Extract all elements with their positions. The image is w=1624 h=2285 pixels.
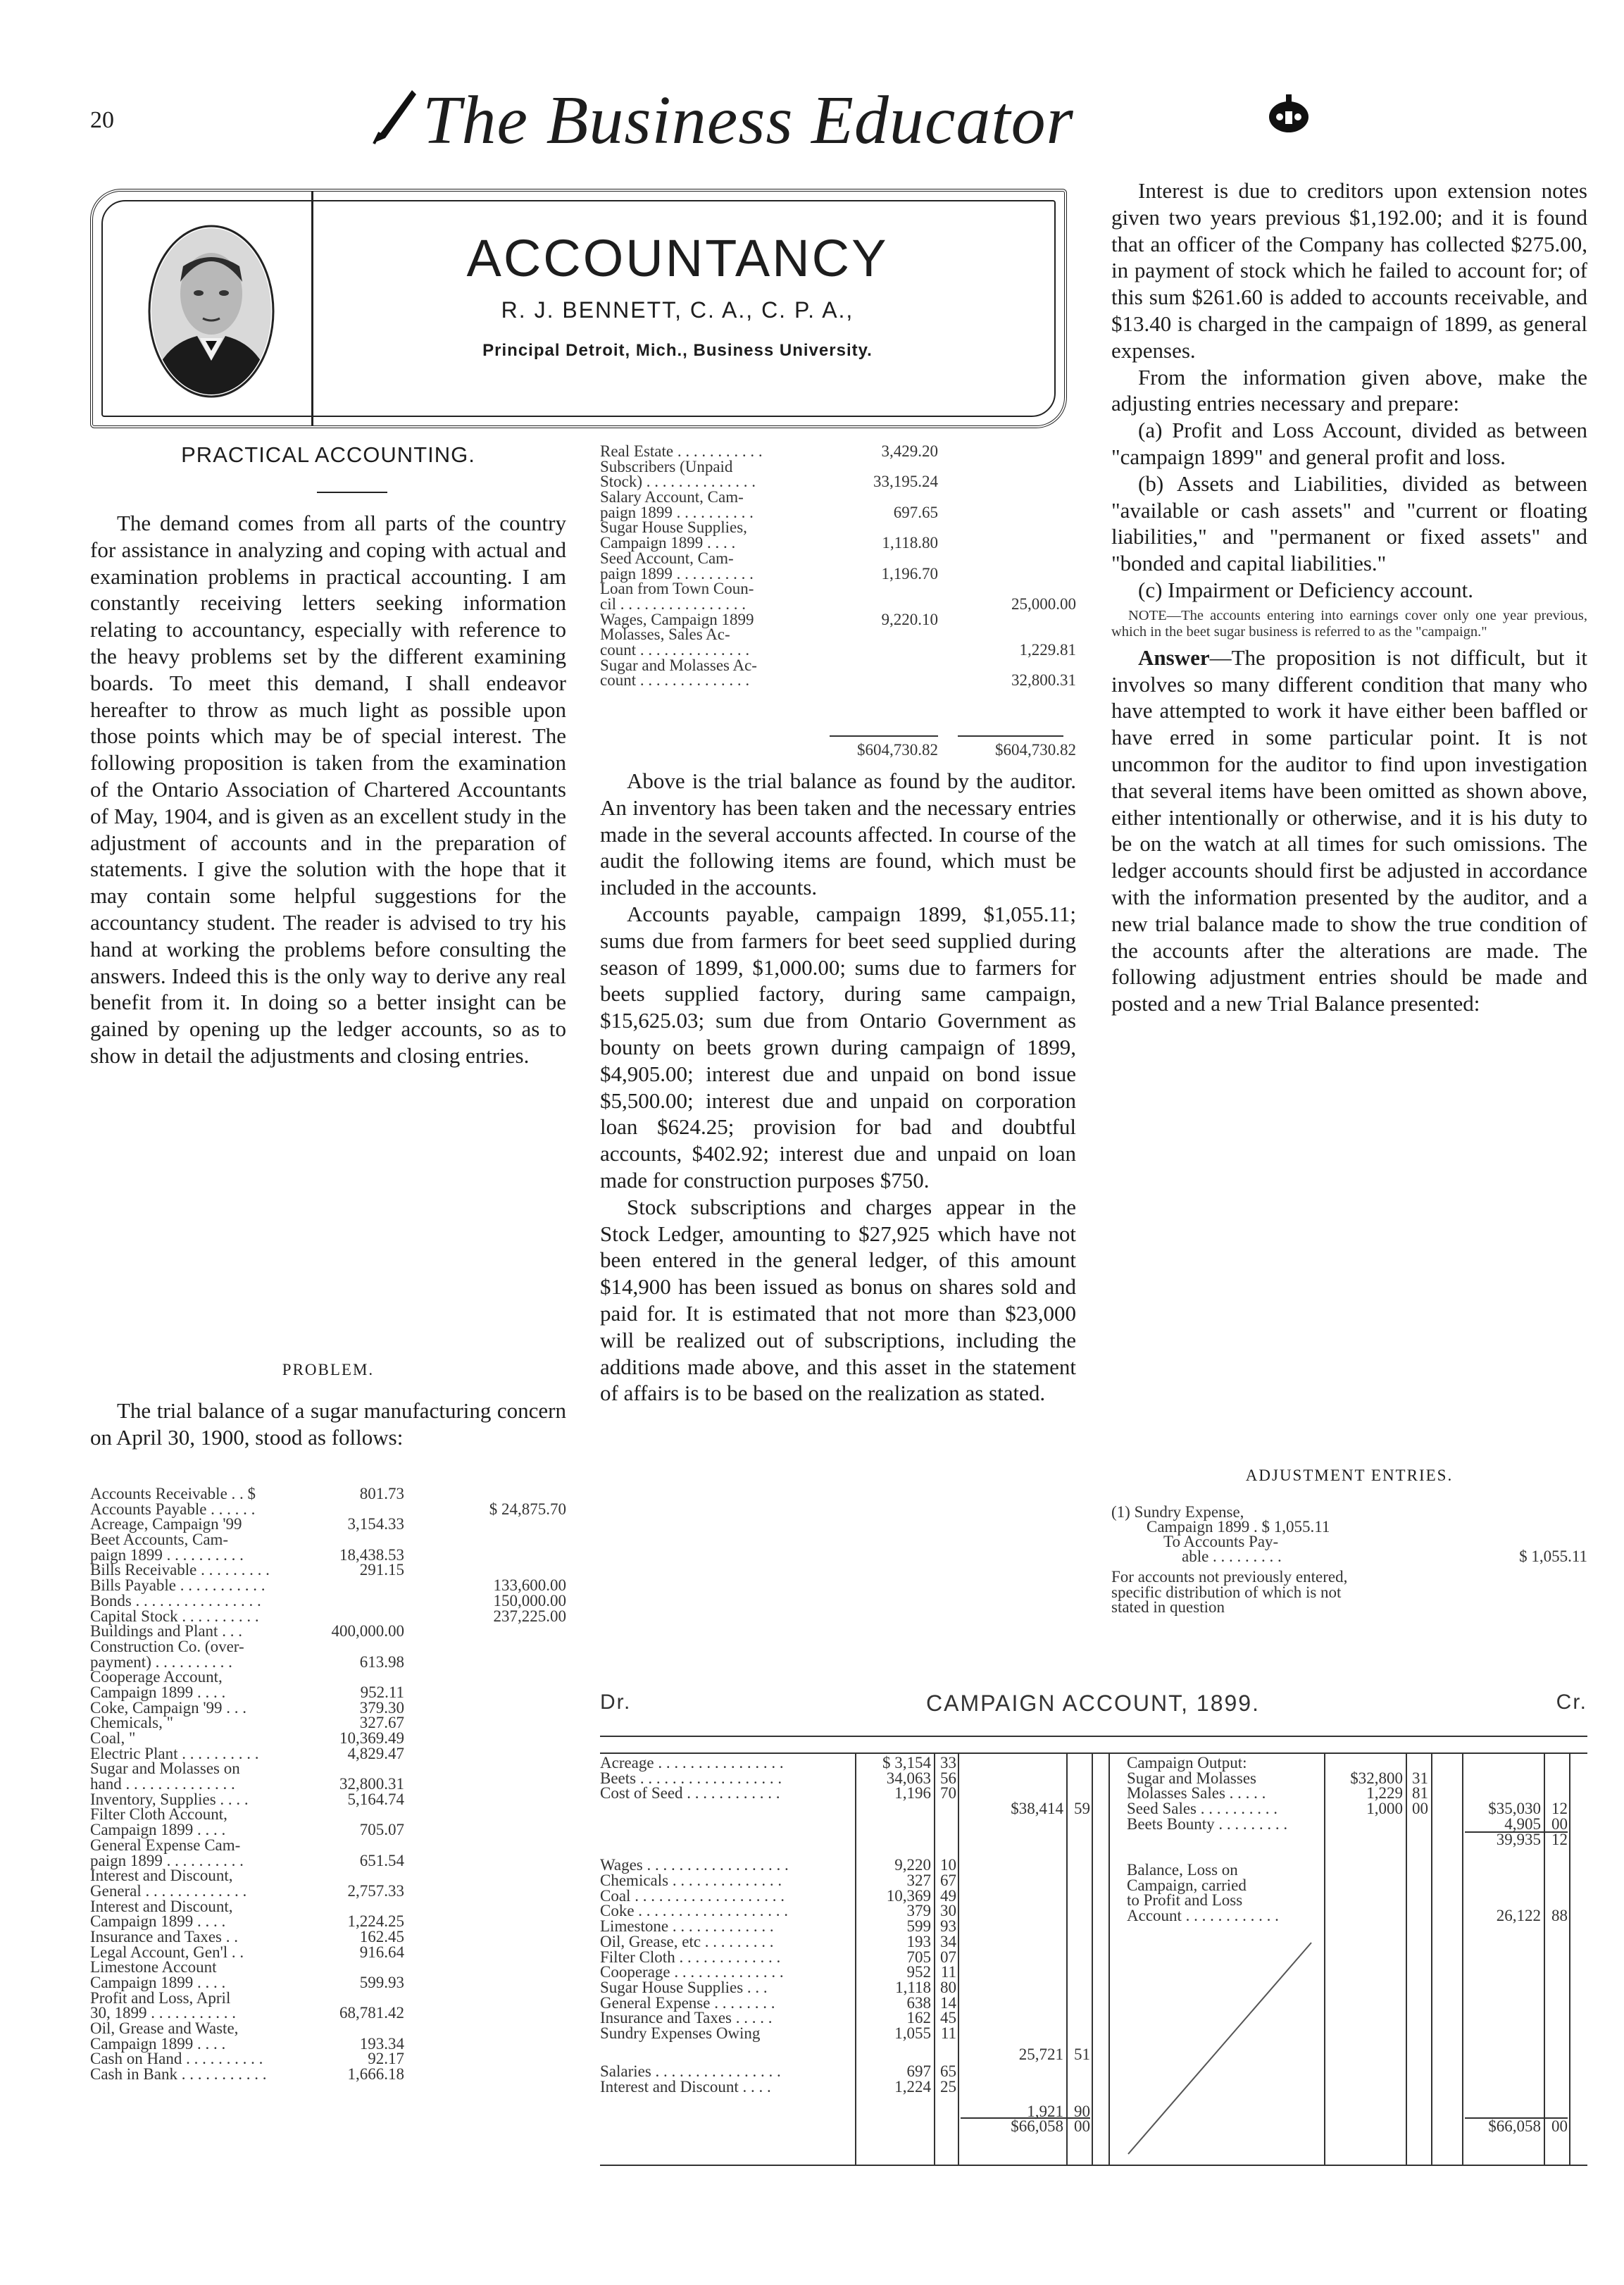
trial-balance-row (90, 2021, 566, 2036)
account-name: Beet Accounts, Cam- (90, 1531, 229, 1549)
trial-balance-row (90, 1609, 566, 1624)
dollars: 1,000 (1366, 1800, 1403, 1818)
debit-amount: 599.93 (359, 1974, 404, 1991)
account-name: Construction Co. (over- (90, 1637, 244, 1655)
account-name: Bills Receivable . . . . . . . . . (90, 1561, 270, 1579)
adjustment-entry-1: (1) Sundry Expense, Campaign 1899 . $ 1,055.11 To Accounts Pay- able . . . . . . . . . $ 1,055.11 For accounts not previously entered, specific distribution of which is not stated in question (1111, 1503, 1587, 1617)
ledger-item: Insurance and Taxes . . . . . (600, 2009, 773, 2027)
account-name: Buildings and Plant . . . (90, 1622, 242, 1640)
dollars: 10,369 (886, 1886, 931, 1905)
debit-amount: 801.73 (359, 1485, 404, 1502)
paragraph: The demand comes from all parts of the country for assistance in analyzing and coping with actual and examination problems in practical accounting. I am constantly receiving letters seeking information relating to accountancy, especially with reference to the heavy problems set by the different examining boards. To meet this demand, I shall endeavor hereafter to throw as much light as possible upon those points which may be of special interest. The following proposition is taken from the examination of the Ontario Association of Chartered Accountants of May, 1904, and is given as an excellent study in the adjustment of accounts and in the preparation of statements. I give the solution with the hope that it may contain some helpful suggestions for the accountancy student. The reader is advised to try his hand at working the problems before consulting the answers. Indeed this is the only way to derive any real benefit from it. In doing so a better insight can be gained by opening up the ledger accounts, so as to show in detail the adjustments and closing entries. (90, 511, 566, 1068)
debit-amount: 10,369.49 (339, 1729, 404, 1747)
trial-balance-row (600, 642, 1076, 658)
subtotal-dollars: 1,921 (1027, 2102, 1063, 2120)
ledger-item: Cost of Seed . . . . . . . . . . . . (600, 1784, 780, 1803)
paragraph: Above is the trial balance as found by the auditor. An inventory has been taken and the necessary entries made in the several accounts affected. In course of the audit the following items are found, which must be included in the accounts. (600, 768, 1076, 900)
dollars: $32,800 (1350, 1769, 1403, 1787)
subtotal-dollars: $38,414 (1011, 1800, 1063, 1818)
trial-balance-row (90, 2036, 566, 2052)
article-heading: PRACTICAL ACCOUNTING. (181, 442, 475, 467)
dollars: 9,220 (894, 1856, 931, 1874)
debit-amount: 3,429.20 (881, 442, 938, 460)
ledger-item: Beets . . . . . . . . . . . . . . . . . . (600, 1769, 782, 1787)
debit-amount: 291.15 (359, 1561, 404, 1579)
debit-amount: 162.45 (359, 1927, 404, 1945)
cents: 07 (940, 1948, 956, 1966)
debit-amount: 68,781.42 (339, 2004, 404, 2022)
account-name: Campaign 1899 . . . . (90, 2034, 226, 2053)
trial-balance-row (90, 1639, 566, 1655)
ledger-item: Filter Cloth . . . . . . . . . . . . . (600, 1948, 781, 1966)
column-1-text (90, 510, 566, 1069)
trial-balance-row (90, 1853, 566, 1869)
column-3-text (1111, 178, 1587, 1017)
total-cents: 00 (1074, 2117, 1090, 2136)
author-affiliation: Principal Detroit, Mich., Business University. (482, 341, 873, 360)
ledger-item: Sundry Expenses Owing (600, 2024, 761, 2043)
trial-balance-row (90, 1517, 566, 1532)
trial-balance-row (90, 1868, 566, 1884)
campaign-account-table (600, 1682, 1587, 2175)
account-name: Interest and Discount, (90, 1897, 233, 1915)
account-name: Sugar and Molasses Ac- (600, 656, 757, 674)
account-name: Coke, Campaign '99 . . . (90, 1698, 246, 1717)
campaign-title: CAMPAIGN ACCOUNT, 1899. (926, 1691, 1260, 1716)
ledger-item: Molasses Sales . . . . . (1127, 1784, 1266, 1803)
account-name: Wages, Campaign 1899 (600, 610, 754, 628)
account-name: Coal, " (90, 1729, 136, 1747)
debit-amount: 3,154.33 (347, 1515, 404, 1533)
trial-balance-part-2 (600, 444, 1076, 688)
trial-balance-row (90, 1838, 566, 1853)
total-cr: $604,730.82 (995, 741, 1076, 759)
trial-balance-row (90, 1532, 566, 1548)
credit-amount: 133,600.00 (493, 1576, 566, 1595)
account-name: Molasses, Sales Ac- (600, 625, 730, 644)
header-box (90, 189, 1067, 428)
page-number: 20 (90, 107, 114, 133)
trial-balance-row (90, 1899, 566, 1914)
trial-balance-row (600, 505, 1076, 521)
total-dollars: $66,058 (1011, 2117, 1063, 2136)
ledger-item: Campaign Output: (1127, 1754, 1247, 1772)
account-name: General . . . . . . . . . . . . . (90, 1881, 247, 1900)
account-name: Seed Account, Cam- (600, 549, 734, 567)
account-name: Stock) . . . . . . . . . . . . . . (600, 473, 756, 491)
subtotal-cents: 59 (1074, 1800, 1090, 1818)
trial-balance-row (90, 1593, 566, 1609)
ledger-item: Acreage . . . . . . . . . . . . . . . . (600, 1754, 784, 1772)
debit-amount: 697.65 (893, 503, 938, 521)
debit-amount: 400,000.00 (331, 1622, 404, 1640)
dollars: 1,055 (894, 2024, 931, 2043)
account-name: Filter Cloth Account, (90, 1805, 227, 1824)
account-name: Profit and Loss, April (90, 1988, 231, 2007)
trial-balance-row (90, 1822, 566, 1838)
cents: 25 (940, 2078, 956, 2096)
credit-amount: 25,000.00 (1011, 594, 1076, 613)
cents: 81 (1412, 1784, 1428, 1803)
adjustment-heading: ADJUSTMENT ENTRIES. (1245, 1467, 1454, 1484)
ledger-item: Cooperage . . . . . . . . . . . . . . (600, 1963, 784, 1981)
cents: 11 (940, 1963, 956, 1981)
credit-amount: 150,000.00 (493, 1591, 566, 1610)
trial-balance-row (600, 520, 1076, 535)
dollars: 638 (906, 1993, 931, 2012)
ledger-item: Salaries . . . . . . . . . . . . . . . . (600, 2062, 781, 2081)
cents: 45 (940, 2009, 956, 2027)
problem-intro (90, 1397, 566, 1451)
cents: 70 (940, 1784, 956, 1803)
account-name: Campaign 1899 . . . . (600, 534, 736, 552)
lamp-ornament-icon (1264, 90, 1313, 139)
cents: 30 (940, 1902, 956, 1920)
debit-amount: 33,195.24 (873, 473, 938, 491)
account-name: paign 1899 . . . . . . . . . . (600, 564, 754, 583)
trial-balance-row (600, 551, 1076, 566)
cents: 10 (940, 1856, 956, 1874)
dollars: 26,122 (1496, 1907, 1541, 1924)
trial-balance-row (90, 1715, 566, 1731)
trial-balance-row (90, 1486, 566, 1502)
trial-balance-row (90, 1700, 566, 1716)
trial-balance-row (600, 535, 1076, 551)
account-name: Real Estate . . . . . . . . . . . (600, 442, 763, 460)
paragraph: (a) Profit and Loss Account, divided as between "campaign 1899" and general profit and loss. (1111, 418, 1587, 469)
ledger-item: Coke . . . . . . . . . . . . . . . . . . . (600, 1902, 789, 1920)
ledger-item: to Profit and Loss (1127, 1891, 1243, 1910)
ledger-item: Chemicals . . . . . . . . . . . . . . (600, 1872, 782, 1890)
trial-balance-row (600, 474, 1076, 490)
trial-balance-row (90, 1881, 566, 1900)
cents: 11 (940, 2024, 956, 2043)
trial-balance-row (90, 1578, 566, 1593)
ledger-item: General Expense . . . . . . . . (600, 1993, 775, 2012)
debit-amount: 705.07 (359, 1821, 404, 1839)
account-name: cil . . . . . . . . . . . . . . . . (600, 594, 746, 613)
trial-balance-row (600, 581, 1076, 597)
account-name: Limestone Account (90, 1958, 217, 1976)
debit-amount: 651.54 (359, 1851, 404, 1869)
cents: 56 (940, 1769, 956, 1787)
debit-amount: 193.34 (359, 2034, 404, 2053)
account-name: Campaign 1899 . . . . (90, 1821, 226, 1839)
account-name: Electric Plant . . . . . . . . . . (90, 1744, 259, 1762)
answer-paragraph: Answer—The proposition is not difficult, but it involves so many different condition that many who have attempted to work it have either been baffled or have erred in some particular point. It is not uncommon for the auditor to find upon investigation that several items have been omitted as shown above, either intentionally or otherwise, and it is his duty to be on the watch at all times for such omissions. The ledger accounts should first be adjusted in accordance with the information presented by the auditor, and a new trial balance made to show the true condition of the accounts after the alterations are made. The following adjustment entries should be made and posted and a new Trial Balance presented: (1111, 645, 1587, 1016)
debit-amount: 379.30 (359, 1698, 404, 1717)
debit-amount: 952.11 (360, 1683, 404, 1701)
trial-balance-row (90, 1624, 566, 1639)
trial-balance-row (90, 2067, 566, 2082)
total-cents: 00 (1551, 2117, 1568, 2136)
subtotal-dollars: 25,721 (1018, 2046, 1063, 2064)
trial-balance-row (90, 1731, 566, 1746)
section-title: ACCOUNTANCY (466, 229, 889, 287)
debit-amount: 32,800.31 (339, 1775, 404, 1793)
debit-amount: 9,220.10 (881, 610, 938, 628)
account-name: Cash in Bank . . . . . . . . . . . (90, 2065, 267, 2084)
account-name: Accounts Receivable . . $ (90, 1485, 256, 1502)
debit-amount: 916.64 (359, 1943, 404, 1961)
cents: 67 (940, 1872, 956, 1890)
author-portrait (127, 220, 296, 403)
trial-balance-row (600, 566, 1076, 582)
credit-amount: 237,225.00 (493, 1607, 566, 1625)
account-name: paign 1899 . . . . . . . . . . (90, 1545, 244, 1564)
account-name: Accounts Payable . . . . . . (90, 1500, 256, 1518)
dollars: 4,905 (1504, 1814, 1541, 1833)
ledger-item: Balance, Loss on (1127, 1860, 1238, 1879)
debit-amount: 613.98 (359, 1652, 404, 1671)
divider (317, 492, 387, 493)
trial-balance-row (90, 1685, 566, 1700)
trial-balance-part-1 (90, 1486, 566, 2082)
account-name: hand . . . . . . . . . . . . . . (90, 1775, 235, 1793)
dollars: 327 (906, 1872, 931, 1890)
answer-label: Answer (1138, 645, 1210, 670)
account-name: Cash on Hand . . . . . . . . . . (90, 2050, 263, 2068)
ledger-item: Seed Sales . . . . . . . . . . (1127, 1800, 1278, 1818)
trial-balance-row (600, 627, 1076, 642)
dollars: 1,118 (895, 1978, 931, 1996)
credit-amount: $ 24,875.70 (489, 1500, 566, 1518)
ledger-item: Limestone . . . . . . . . . . . . . (600, 1917, 774, 1936)
subtotal-dollars: 39,935 (1496, 1830, 1541, 1848)
account-name: paign 1899 . . . . . . . . . . (90, 1851, 244, 1869)
cents: 93 (940, 1917, 956, 1936)
diagonal-cancel-line (1121, 1936, 1318, 2161)
problem-heading: PROBLEM. (282, 1361, 375, 1378)
trial-balance-row (90, 1562, 566, 1578)
dollars: 599 (906, 1917, 931, 1936)
ledger-item: Sugar and Molasses (1127, 1769, 1256, 1787)
subtotal-cents: 90 (1074, 2102, 1090, 2120)
masthead-title: The Business Educator (423, 82, 1074, 158)
account-name: Campaign 1899 . . . . (90, 1683, 226, 1701)
dollars: 697 (906, 2062, 931, 2081)
cents: 34 (940, 1932, 956, 1950)
trial-balance-row (90, 1545, 566, 1564)
trial-balance-row (90, 1975, 566, 1991)
paragraph: From the information given above, make the adjusting entries necessary and prepare: (1111, 364, 1587, 416)
account-name: Sugar House Supplies, (600, 518, 747, 537)
debit-amount: 4,829.47 (347, 1744, 404, 1762)
cents: 14 (940, 1993, 956, 2012)
account-name: Bonds . . . . . . . . . . . . . . . . (90, 1591, 261, 1610)
account-name: paign 1899 . . . . . . . . . . (600, 503, 754, 521)
ledger-item: Interest and Discount . . . . (600, 2078, 771, 2096)
debit-amount: 18,438.53 (339, 1545, 404, 1564)
trial-balance-row (600, 612, 1076, 628)
cents: 65 (940, 2062, 956, 2081)
account-name: Campaign 1899 . . . . (90, 1974, 226, 1991)
paragraph: Accounts payable, campaign 1899, $1,055.11; sums due from farmers for beet seed supplied during season of 1899, $1,000.00; sums due to farmers for beets supplied factory, during same campaign, $15,625.03; sum due from Ontario Government as bounty on beets grown during campaign of 1899, $4,905.00; interest due and unpaid on bond issue $5,500.00; interest due and unpaid on corporation loan $624.25; provision for bad and doubtful accounts, $402.92; interest due and unpaid on loan made for construction purposes $750. (600, 901, 1076, 1193)
dollars: 34,063 (886, 1769, 931, 1787)
trial-balance-row (90, 1929, 566, 1945)
cents: 80 (940, 1978, 956, 1996)
account-name: 30, 1899 . . . . . . . . . . . (90, 2004, 236, 2022)
trial-balance-row (90, 1792, 566, 1807)
cr-label: Cr. (1556, 1691, 1587, 1714)
trial-balance-row (90, 2005, 566, 2021)
credit-amount: 1,229.81 (1019, 640, 1076, 659)
ledger-item: Campaign, carried (1127, 1876, 1247, 1894)
trial-balance-row (90, 2051, 566, 2067)
paragraph: Interest is due to creditors upon extension notes given two years previous $1,192.00; and it is found that an officer of the Company has collected $275.00, in payment of stock which he failed to account for; of this sum $261.60 is added to accounts receivable, and $13.40 is charged in the campaign of 1899, as general expenses. (1111, 178, 1587, 363)
debit-amount: 5,164.74 (347, 1790, 404, 1808)
cents: 00 (1412, 1800, 1428, 1818)
subtotal-cents: 12 (1551, 1830, 1568, 1848)
dr-label: Dr. (600, 1691, 632, 1714)
debit-amount: 1,224.25 (347, 1912, 404, 1931)
trial-balance-row (600, 594, 1076, 613)
trial-balance-row (90, 1502, 566, 1517)
debit-amount: 1,118.80 (882, 534, 938, 552)
dollars: 379 (906, 1902, 931, 1920)
trial-balance-row (90, 1945, 566, 1960)
account-name: Interest and Discount, (90, 1867, 233, 1885)
trial-balance-row (90, 1960, 566, 1975)
account-name: Campaign 1899 . . . . (90, 1912, 226, 1931)
trial-balance-row (90, 1652, 566, 1671)
cents: 33 (940, 1754, 956, 1772)
account-name: Oil, Grease and Waste, (90, 2019, 239, 2038)
dollars: 1,224 (894, 2078, 931, 2096)
account-name: General Expense Cam- (90, 1836, 241, 1854)
trial-balance-row (90, 1761, 566, 1776)
paragraph: Stock subscriptions and charges appear in the Stock Ledger, amounting to $27,925 which have not been entered in the general ledger, of this amount $14,900 has been issued as bonus on shares sold and paid for. It is estimated that not more than $23,000 will be realized out of subscriptions, including the additions made above, and this asset in the statement of affairs is to be based on the realization as stated. (600, 1194, 1076, 1406)
trial-balance-row (90, 1669, 566, 1685)
ledger-item: Oil, Grease, etc . . . . . . . . . (600, 1932, 774, 1950)
account-name: Subscribers (Unpaid (600, 457, 733, 475)
debit-amount: 2,757.33 (347, 1881, 404, 1900)
account-name: Acreage, Campaign '99 (90, 1515, 242, 1533)
cents: 00 (1551, 1814, 1568, 1833)
debit-amount: 1,666.18 (347, 2065, 404, 2084)
subtotal-cents: 12 (1551, 1800, 1568, 1818)
author-name: R. J. BENNETT, C. A., C. P. A., (501, 297, 854, 323)
trial-balance-row (600, 490, 1076, 505)
account-name: Sugar and Molasses on (90, 1760, 240, 1778)
account-name: count . . . . . . . . . . . . . . (600, 640, 750, 659)
total-rule-dr (830, 735, 938, 737)
total-dollars: $66,058 (1488, 2117, 1541, 2136)
debit-amount: 327.67 (359, 1714, 404, 1732)
account-name: count . . . . . . . . . . . . . . (600, 671, 750, 690)
account-name: Cooperage Account, (90, 1668, 223, 1686)
debit-amount: 1,196.70 (881, 564, 938, 583)
quill-pen-icon (370, 83, 419, 147)
total-dr: $604,730.82 (857, 741, 938, 759)
debit-amount: 92.17 (368, 2050, 404, 2068)
dollars: 193 (906, 1932, 931, 1950)
trial-balance-row (600, 444, 1076, 459)
total-rule-cr (958, 735, 1063, 737)
cents: 31 (1412, 1769, 1428, 1787)
dollars: 1,229 (1366, 1784, 1403, 1803)
account-name: Insurance and Taxes . . (90, 1927, 238, 1945)
ledger-item: Sugar House Supplies . . . (600, 1978, 768, 1996)
trial-balance-row (600, 673, 1076, 688)
account-name: Loan from Town Coun- (600, 580, 754, 598)
trial-balance-row (600, 459, 1076, 475)
dollars: 1,196 (894, 1784, 931, 1803)
trial-balance-row (90, 1914, 566, 1929)
credit-amount: 32,800.31 (1011, 671, 1076, 690)
trial-balance-row (90, 1807, 566, 1822)
trial-balance-row (90, 1746, 566, 1762)
paragraph: (c) Impairment or Deficiency account. (1138, 577, 1473, 602)
ledger-item: Coal . . . . . . . . . . . . . . . . . . . (600, 1886, 785, 1905)
dollars: 952 (906, 1963, 931, 1981)
paragraph: (b) Assets and Liabilities, divided as between "available or cash assets" and "current or floating liabilities," and "permanent or fixed assets" and "bonded and capital liabilities." (1111, 471, 1587, 576)
subtotal-dollars: $35,030 (1488, 1800, 1541, 1818)
note: NOTE—The accounts entering into earnings cover only one year previous, which in the beet sugar business is referred to as the "campaign." (1111, 607, 1587, 640)
subtotal-cents: 51 (1074, 2046, 1090, 2064)
account-name: Legal Account, Gen'l . . (90, 1943, 244, 1961)
trial-balance-row (90, 1988, 566, 2007)
account-name: Capital Stock . . . . . . . . . . (90, 1607, 259, 1625)
trial-balance-row (90, 1776, 566, 1792)
account-name: Bills Payable . . . . . . . . . . . (90, 1576, 266, 1595)
dollars: $ 3,154 (882, 1754, 931, 1772)
cents: 49 (940, 1886, 956, 1905)
account-name: Chemicals, " (90, 1714, 173, 1732)
ledger-item: Beets Bounty . . . . . . . . . (1127, 1814, 1288, 1833)
ledger-item: Wages . . . . . . . . . . . . . . . . . . (600, 1856, 789, 1874)
trial-balance-row (600, 658, 1076, 673)
dollars: 705 (906, 1948, 931, 1966)
column-2-text (600, 768, 1076, 1407)
ledger-item: Account . . . . . . . . . . . . (1127, 1907, 1279, 1924)
account-name: Salary Account, Cam- (600, 488, 744, 506)
account-name: Inventory, Supplies . . . . (90, 1790, 249, 1808)
trial-balance-totals (600, 742, 1076, 759)
cents: 88 (1551, 1907, 1568, 1924)
account-name: payment) . . . . . . . . . . (90, 1652, 232, 1671)
paragraph: The trial balance of a sugar manufacturing concern on April 30, 1900, stood as follows: (90, 1398, 566, 1450)
dollars: 162 (906, 2009, 931, 2027)
